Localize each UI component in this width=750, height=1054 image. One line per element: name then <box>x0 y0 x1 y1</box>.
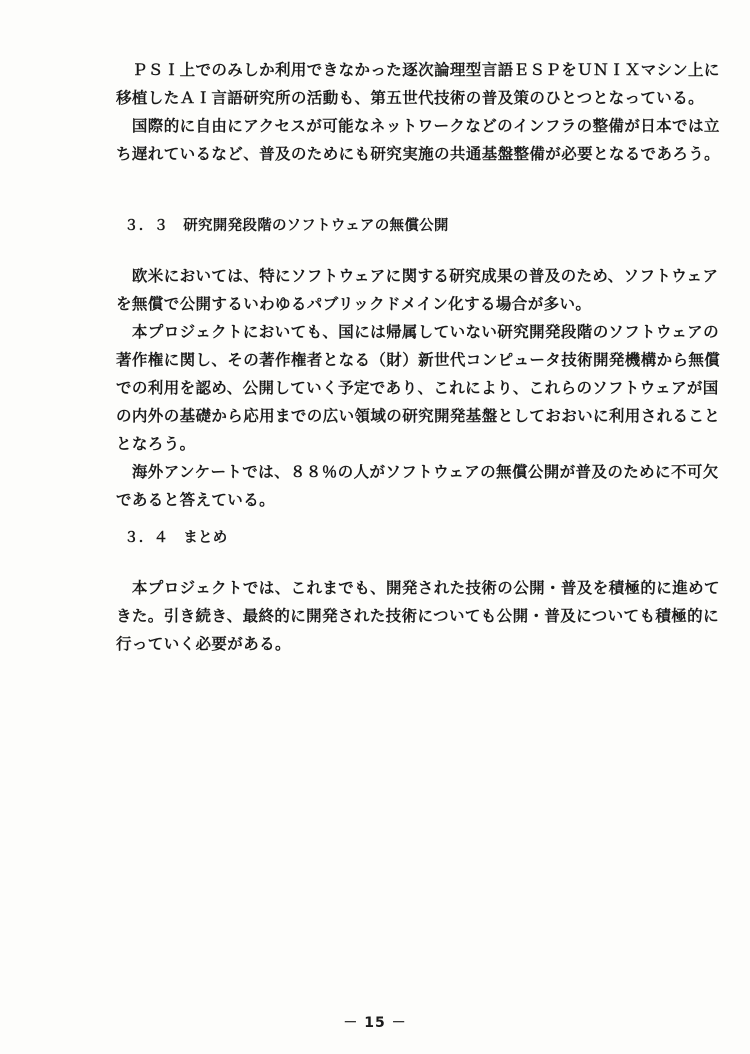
page-number: － 15 － <box>343 1015 407 1031</box>
section-heading-3-3: ３．３ 研究開発段階のソフトウェアの無償公開 <box>124 218 449 234</box>
paragraph-line: ち遅れているなど、普及のためにも研究実施の共通基盤整備が必要となるであろう。 <box>116 145 721 163</box>
paragraph-line: ＰＳＩ上でのみしか利用できなかった逐次論理型言語ＥＳＰをＵＮＩＸマシン上に <box>116 61 720 79</box>
paragraph-line: の内外の基礎から応用までの広い領域の研究開発基盤としておおいに利用されること <box>116 407 721 425</box>
paragraph-line: 本プロジェクトでは、これまでも、開発された技術の公開・普及を積極的に進めて <box>116 579 720 597</box>
paragraph-line: 移植したＡＩ言語研究所の活動も、第五世代技術の普及策のひとつとなっている。 <box>116 89 704 107</box>
paragraph-line: 国際的に自由にアクセスが可能なネットワークなどのインフラの整備が日本では立 <box>116 117 720 135</box>
paragraph-line: での利用を認め、公開していく予定であり、これにより、これらのソフトウェアが国 <box>116 379 719 397</box>
paragraph-line: 行っていく必要がある。 <box>116 635 291 653</box>
paragraph-line: 著作権に関し、その著作権者となる（財）新世代コンピュータ技術開発機構から無償 <box>116 351 721 369</box>
paragraph-line: 海外アンケートでは、８８％の人がソフトウェアの無償公開が普及のために不可欠 <box>116 463 719 481</box>
section-heading-3-4: ３．４ まとめ <box>124 530 228 546</box>
paragraph-line: 欧米においては、特にソフトウェアに関する研究成果の普及のため、ソフトウェア <box>116 267 719 285</box>
paragraph-line: となろう。 <box>116 435 196 453</box>
paragraph-line: であると答えている。 <box>116 491 276 509</box>
paragraph-line: きた。引き続き、最終的に開発された技術についても公開・普及についても積極的に <box>116 607 719 625</box>
paragraph-line: 本プロジェクトにおいても、国には帰属していない研究開発段階のソフトウェアの <box>116 323 719 341</box>
paragraph-line: を無償で公開するいわゆるパブリックドメイン化する場合が多い。 <box>116 295 592 313</box>
